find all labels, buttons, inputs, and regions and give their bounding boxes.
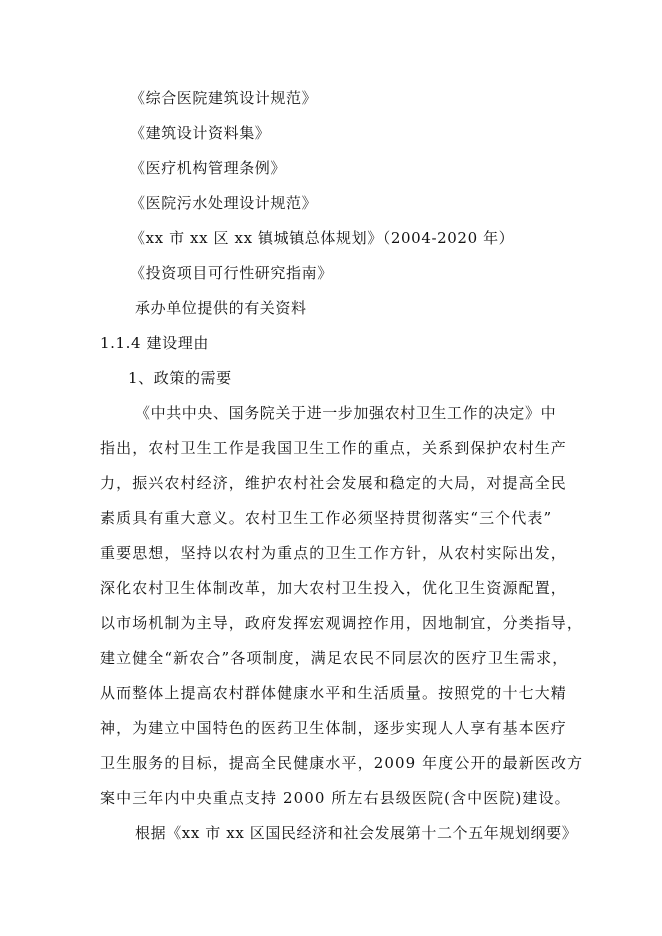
paragraph-line: 卫生服务的目标，提高全民健康水平，2009 年度公开的最新医改方 <box>100 754 584 772</box>
paragraph-line: 神，为建立中国特色的医药卫生体制，逐步实现人人享有基本医疗 <box>100 719 567 737</box>
reference-item: 《建筑设计资料集》 <box>130 124 271 142</box>
paragraph-line: 从而整体上提高农村群体健康水平和生活质量。按照党的十七大精 <box>100 684 567 702</box>
paragraph-line: 案中三年内中央重点支持 2000 所左右县级医院(含中医院)建设。 <box>100 789 571 807</box>
reference-item: 《投资项目可行性研究指南》 <box>130 264 333 282</box>
section-heading: 1.1.4 建设理由 <box>100 334 209 352</box>
reference-item: 《综合医院建筑设计规范》 <box>130 89 318 107</box>
subsection-heading: 1、政策的需要 <box>128 369 232 387</box>
paragraph-line: 根据《xx 市 xx 区国民经济和社会发展第十二个五年规划纲要》 <box>135 824 578 842</box>
provided-materials-text: 承办单位提供的有关资料 <box>135 299 307 317</box>
reference-item: 《xx 市 xx 区 xx 镇城镇总体规划》（2004-2020 年） <box>130 229 515 247</box>
paragraph-line: 力，振兴农村经济，维护农村社会发展和稳定的大局，对提高全民 <box>100 474 567 492</box>
paragraph-line: 素质具有重大意义。农村卫生工作必须坚持贯彻落实“三个代表” <box>100 509 553 527</box>
paragraph-line: 指出，农村卫生工作是我国卫生工作的重点，关系到保护农村生产 <box>100 439 567 457</box>
reference-item: 《医疗机构管理条例》 <box>130 159 287 177</box>
paragraph-line: 深化农村卫生体制改革，加大农村卫生投入，优化卫生资源配置， <box>100 579 567 597</box>
paragraph-line: 以市场机制为主导，政府发挥宏观调控作用，因地制宜，分类指导， <box>100 614 584 632</box>
paragraph-line: 重要思想，坚持以农村为重点的卫生工作方针，从农村实际出发， <box>100 544 567 562</box>
paragraph-line: 建立健全“新农合”各项制度，满足农民不同层次的医疗卫生需求， <box>100 649 569 667</box>
paragraph-line: 《中共中央、国务院关于进一步加强农村卫生工作的决定》中 <box>135 404 557 422</box>
reference-item: 《医院污水处理设计规范》 <box>130 194 318 212</box>
